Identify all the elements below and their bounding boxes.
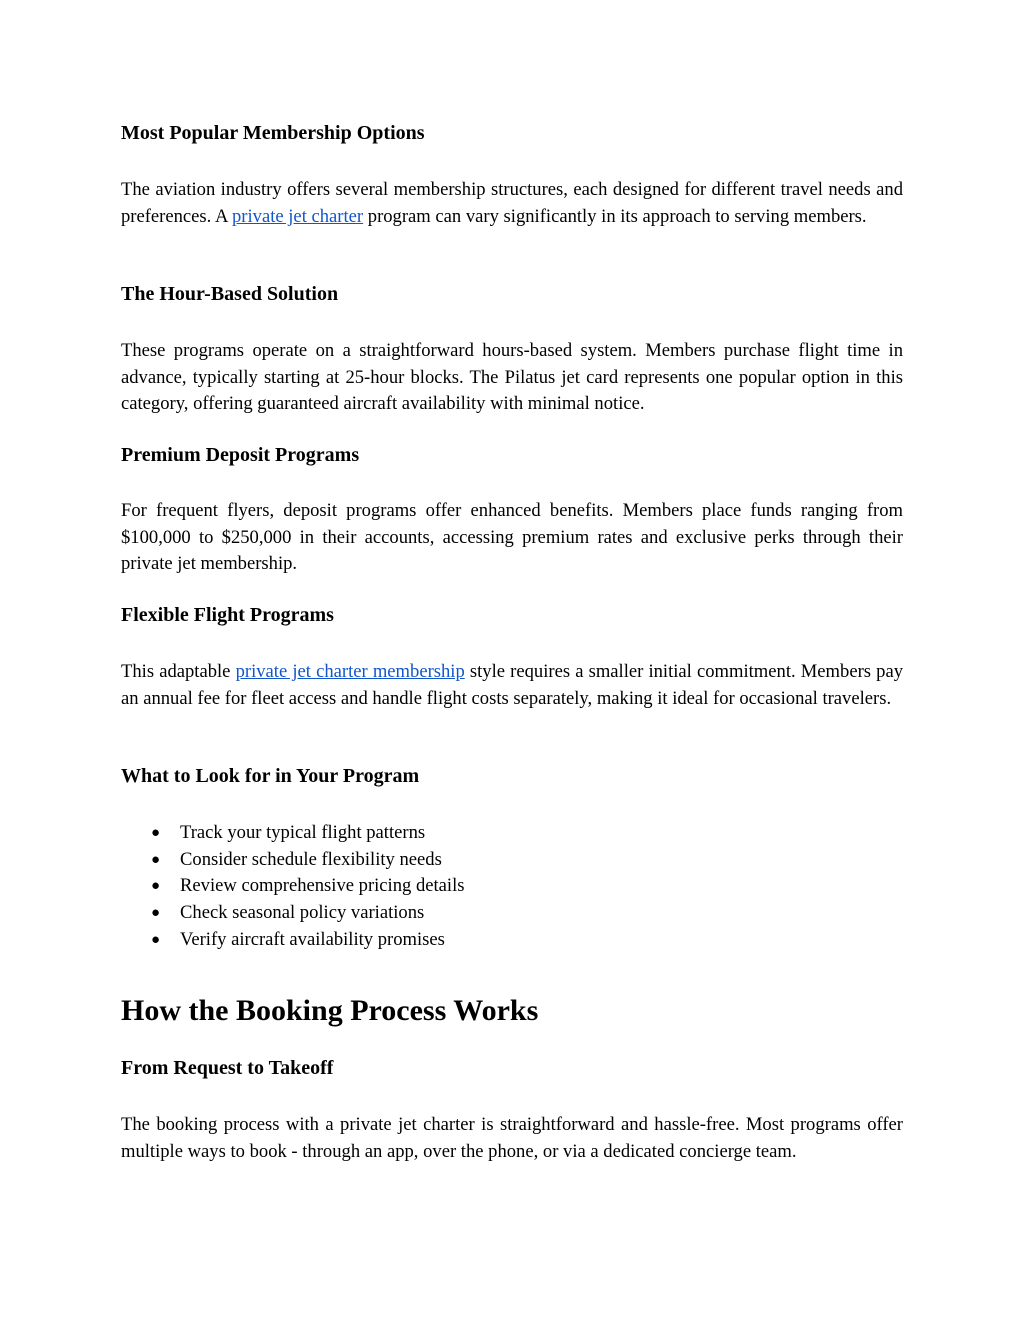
bullet-icon: ● bbox=[151, 878, 161, 895]
bullet-icon: ● bbox=[151, 825, 161, 841]
heading-request-to-takeoff: From Request to Takeoff bbox=[121, 1057, 334, 1079]
heading-what-to-look-for: What to Look for in Your Program bbox=[121, 765, 420, 787]
bullet-icon: ● bbox=[151, 931, 161, 948]
paragraph-text: The aviation industry offers several membership structures, each designed for different travel needs and preferences. A bbox=[121, 179, 903, 227]
paragraph-premium-deposit: For frequent flyers, deposit programs offer enhanced benefits. Members place funds ranging from $100,000 to $250,000 in their accounts, accessing premium rates and exclusive perks through their private jet membership. bbox=[121, 500, 903, 575]
list-item-text: Consider schedule flexibility needs bbox=[180, 848, 442, 870]
checklist bbox=[121, 820, 903, 954]
paragraph-flexible-flight bbox=[121, 659, 903, 712]
bullet-icon: ● bbox=[151, 905, 161, 922]
list-item bbox=[121, 900, 903, 927]
heading-hour-based: The Hour-Based Solution bbox=[121, 283, 339, 305]
list-item bbox=[121, 927, 903, 954]
heading-membership-options: Most Popular Membership Options bbox=[121, 122, 425, 144]
heading-premium-deposit: Premium Deposit Programs bbox=[121, 444, 360, 466]
private-jet-charter-membership-link[interactable]: private jet charter membership bbox=[235, 661, 465, 682]
list-item bbox=[121, 820, 903, 847]
list-item-text: Check seasonal policy variations bbox=[180, 902, 425, 924]
list-item bbox=[121, 873, 903, 900]
heading-booking-process: How the Booking Process Works bbox=[121, 994, 539, 1027]
list-item-text: Review comprehensive pricing details bbox=[180, 875, 465, 897]
private-jet-charter-link[interactable]: private jet charter bbox=[232, 205, 364, 227]
paragraph-text: program can vary significantly in its approach to serving members. bbox=[363, 205, 867, 227]
bullet-icon: ● bbox=[151, 851, 161, 868]
heading-flexible-flight: Flexible Flight Programs bbox=[121, 604, 334, 626]
list-item bbox=[121, 847, 903, 874]
paragraph-text: style requires a smaller initial commitment. Members pay an annual fee for fleet access and handle flight costs separately, making it ideal for occasional travelers. bbox=[121, 661, 903, 709]
paragraph-booking-process: The booking process with a private jet charter is straightforward and hassle-free. Most programs offer multiple ways to book - through an app, over the phone, or via a dedicated concierge team. bbox=[121, 1114, 903, 1162]
paragraph-hour-based: These programs operate on a straightforward hours-based system. Members purchase flight time in advance, typically starting at 25-hour blocks. The Pilatus jet card represents one popular option in this category, offering guaranteed aircraft availability with minimal notice. bbox=[121, 340, 903, 415]
paragraph-membership-intro bbox=[121, 177, 903, 230]
paragraph-text: This adaptable bbox=[121, 661, 236, 682]
list-item-text: Verify aircraft availability promises bbox=[180, 928, 445, 950]
list-item-text: Track your typical flight patterns bbox=[180, 822, 426, 843]
